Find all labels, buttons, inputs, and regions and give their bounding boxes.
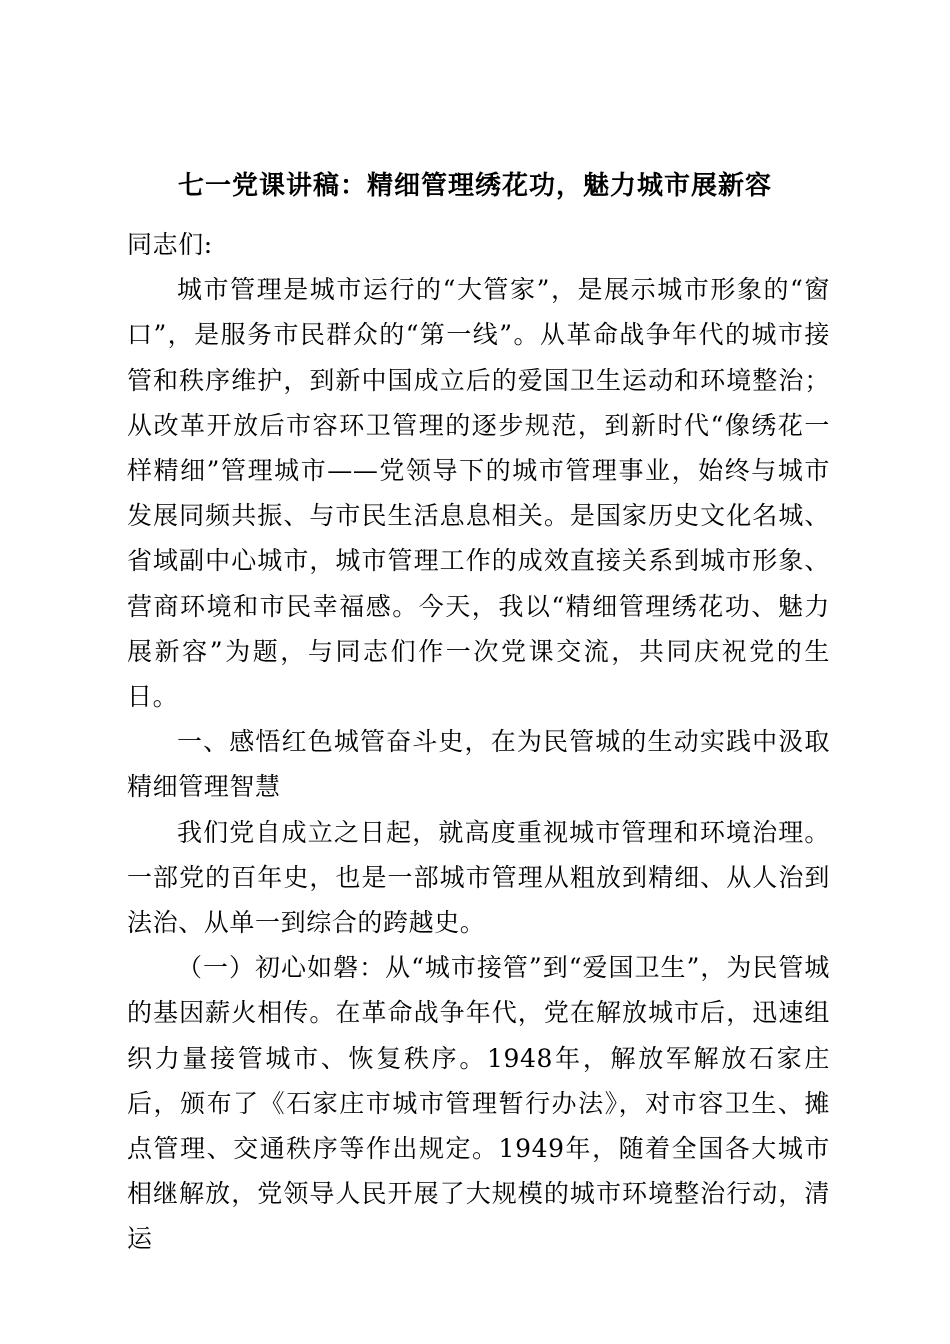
paragraph-intro: 城市管理是城市运行的“大管家”，是展示城市形象的“窗口”，是服务市民群众的“第一线”。从革命战争年代的城市接管和秩序维护，到新中国成立后的爱国卫生运动和环境整治；从改革开放后市容环卫管理的逐步规范，到新时代“像绣花一样精细”管理城市——党领导下的城市管理事业，始终与城市发展同频共振、与市民生活息息相关。是国家历史文化名城、省域副中心城市，城市管理工作的成效直接关系到城市形象、营商环境和市民幸福感。今天，我以“精细管理绣花功、魅力展新容”为题，与同志们作一次党课交流，共同庆祝党的生日。: [127, 275, 830, 712]
salutation: 同志们:: [127, 230, 213, 259]
document-body: [127, 222, 830, 1262]
document-title: 七一党课讲稿：精细管理绣花功，魅力城市展新容: [177, 171, 772, 201]
paragraph-section-1-intro: 我们党自成立之日起，就高度重视城市管理和环境治理。一部党的百年史，也是一部城市管理从粗放到精细、从人治到法治、从单一到综合的跨越史。: [127, 817, 830, 938]
section-heading-1: 一、感悟红色城管奋斗史，在为民管城的生动实践中汲取精细管理智慧: [127, 727, 830, 802]
subsection-1-paragraph: （一）初心如磐：从“城市接管”到“爱国卫生”，为民管城的基因薪火相传。在革命战争年代，党在解放城市后，迅速组织力量接管城市、恢复秩序。1948年，解放军解放石家庄后，颁布了《石家庄市城市管理暂行办法》，对市容卫生、摊点管理、交通秩序等作出规定。1949年，随着全国各大城市相继解放，党领导人民开展了大规模的城市环境整治行动，清运: [127, 953, 830, 1254]
